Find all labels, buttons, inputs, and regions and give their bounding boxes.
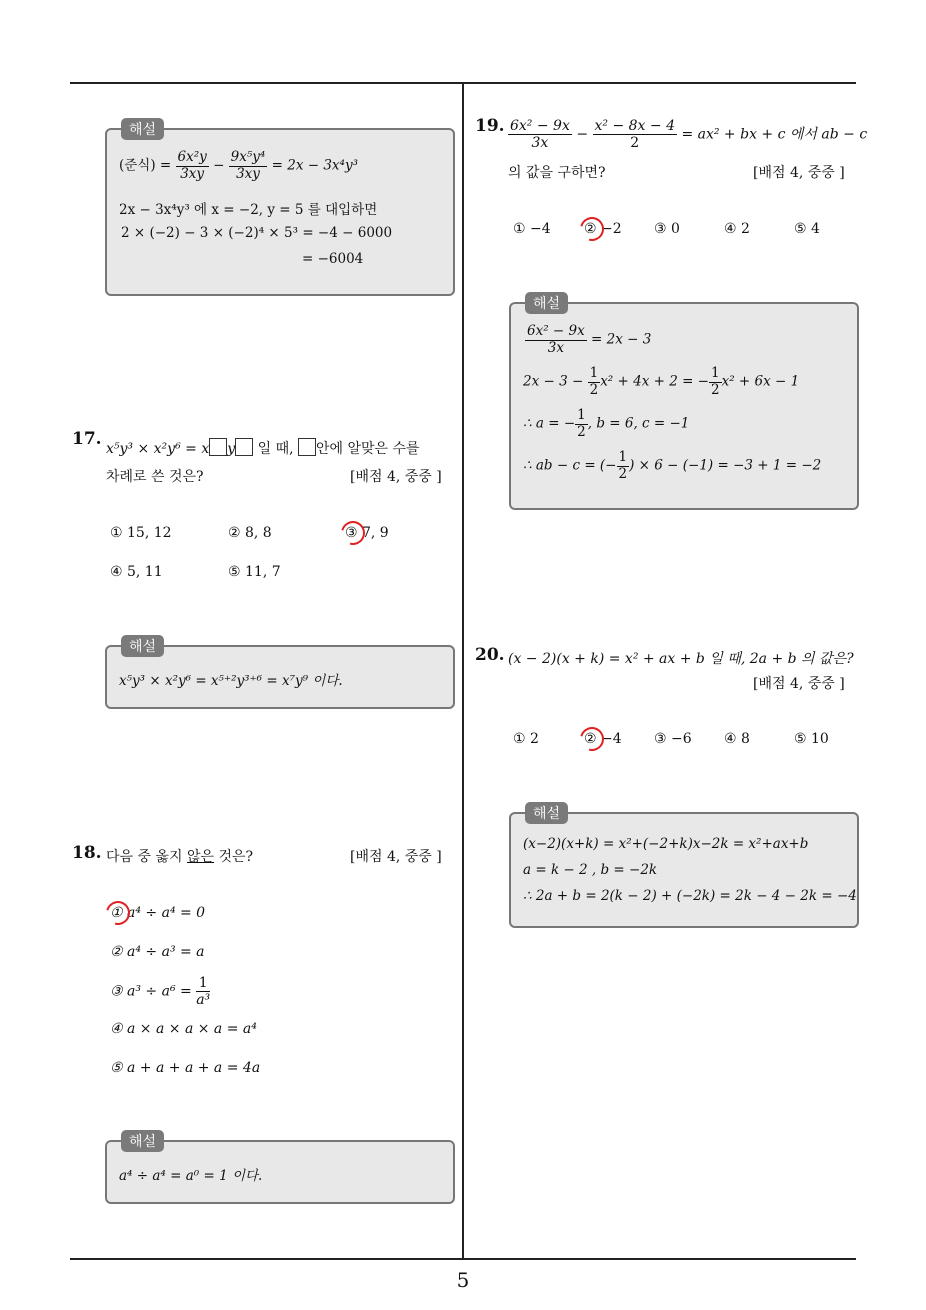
q19-answer-mark-icon [576, 213, 609, 246]
q16-solution-line4: = −6004 [302, 251, 364, 267]
q16-solution-line1: (준식) = $\frac{\text{6x²y}}{3xy}$ − $\frac{\text{9x⁵y⁴}}{3xy}$ = 2x − 3x⁴y³ [119, 149, 358, 182]
q17-number: 17. [72, 429, 102, 449]
q16-solution-line3: 2 × (−2) − 3 × (−2)⁴ × 5³ = −4 − 6000 [121, 225, 393, 241]
q18-number: 18. [72, 843, 102, 863]
q19-choice-4[interactable]: ④ 2 [724, 221, 750, 237]
q17-question-line2: 차례로 쓴 것은? [106, 469, 204, 485]
q17-choice-1[interactable]: ① 15, 12 [110, 525, 172, 541]
q20-choice-4[interactable]: ④ 8 [724, 731, 750, 747]
q20-meta: [배점 4, 중중 ] [753, 676, 845, 692]
q18-solution-tag: 해설 [121, 1130, 164, 1152]
q19-question-line1: $\frac{\text{6x² − 9x}}{3x}$ − $\frac{\text{x² − 8x − 4}}{2}$ = ax² + bx + c 에서 ab − c [510, 118, 868, 152]
q16-solution-line2: 2x − 3x⁴y³ 에 x = −2, y = 5 를 대입하면 [119, 202, 378, 218]
q19-choice-5[interactable]: ⑤ 4 [794, 221, 820, 237]
q19-number: 19. [475, 116, 505, 136]
q18-question: 다음 중 옳지 않은 것은? [106, 849, 254, 865]
q19-choice-1[interactable]: ① −4 [513, 221, 551, 237]
q19-solution-line3: ∴ a = − $\frac{1}{2}$ , b = 6, c = −1 [523, 407, 690, 440]
q17-choice-5[interactable]: ⑤ 11, 7 [228, 564, 281, 580]
q17-answer-mark-icon [337, 517, 370, 550]
q17-choice-3[interactable]: ③ 7, 9 [345, 525, 389, 541]
q19-solution-line4: ∴ ab − c = (− $\frac{1}{2}$ ) × 6 − (−1) = −3 + 1 = −2 [523, 449, 822, 482]
q18-choice-5[interactable]: ⑤ a + a + a + a = 4a [110, 1060, 261, 1076]
q16-solution-tag: 해설 [121, 118, 164, 140]
q19-solution-tag: 해설 [525, 292, 568, 314]
q17-choice-4[interactable]: ④ 5, 11 [110, 564, 163, 580]
q18-solution-text: a⁴ ÷ a⁴ = a⁰ = 1 이다. [119, 1168, 263, 1184]
q20-choice-5[interactable]: ⑤ 10 [794, 731, 829, 747]
q20-solution-line3: ∴ 2a + b = 2(k − 2) + (−2k) = 2k − 4 − 2k = −4 [523, 888, 857, 904]
q20-number: 20. [475, 645, 505, 665]
q17-meta: [배점 4, 중중 ] [350, 469, 442, 485]
q19-solution-box [509, 296, 859, 510]
q19-choice-3[interactable]: ③ 0 [654, 221, 680, 237]
q19-solution-line1: $\frac{\text{6x² − 9x}}{3x}$ = 2x − 3 [527, 323, 652, 356]
q20-question: (x − 2)(x + k) = x² + ax + b 일 때, 2a + b 의 값은? [508, 651, 854, 667]
q17-question-line1: x⁵y³ × x²y⁶ = x y 일 때, 안에 알맞은 수를 [106, 438, 420, 458]
q20-solution-line2: a = k − 2 , b = −2k [523, 862, 658, 878]
q18-meta: [배점 4, 중중 ] [350, 849, 442, 865]
q17-solution-box [105, 639, 455, 709]
page-number: 5 [456, 1268, 470, 1292]
q20-choice-3[interactable]: ③ −6 [654, 731, 692, 747]
q18-solution-box [105, 1134, 455, 1204]
q19-solution-line2: 2x − 3 − $\frac{1}{2}$ x² + 4x + 2 = − $\frac{1}{2}$ x² + 6x − 1 [523, 365, 800, 398]
q18-choice-2[interactable]: ② a⁴ ÷ a³ = a [110, 944, 205, 960]
q18-choice-3[interactable]: ③ a³ ÷ a⁶ = $\frac{1}{\text{a³}}$ [110, 975, 211, 1009]
q18-choice-4[interactable]: ④ a × a × a × a = a⁴ [110, 1021, 257, 1037]
q20-solution-tag: 해설 [525, 802, 568, 824]
q19-question-line2: 의 값을 구하면? [508, 165, 606, 181]
q20-choice-2[interactable]: ② −4 [584, 731, 622, 747]
bottom-rule [70, 1258, 856, 1260]
q17-solution-text: x⁵y³ × x²y⁶ = x⁵⁺²y³⁺⁶ = x⁷y⁹ 이다. [119, 673, 343, 689]
column-divider [462, 83, 464, 1258]
q17-blank-box-2 [235, 438, 253, 456]
q20-answer-mark-icon [576, 723, 609, 756]
q20-solution-line1: (x−2)(x+k) = x²+(−2+k)x−2k = x²+ax+b [523, 836, 809, 852]
q18-answer-mark-icon [102, 897, 135, 930]
q16-solution-box [105, 122, 455, 296]
q20-choice-1[interactable]: ① 2 [513, 731, 539, 747]
q17-solution-tag: 해설 [121, 635, 164, 657]
q17-blank-box-3 [298, 438, 316, 456]
q20-solution-box [509, 806, 859, 928]
q19-meta: [배점 4, 중중 ] [753, 165, 845, 181]
q17-blank-box-1 [209, 438, 227, 456]
q17-choice-2[interactable]: ② 8, 8 [228, 525, 272, 541]
q18-choice-1[interactable]: ① a⁴ ÷ a⁴ = 0 [110, 905, 206, 921]
q19-choice-2[interactable]: ② −2 [584, 221, 622, 237]
